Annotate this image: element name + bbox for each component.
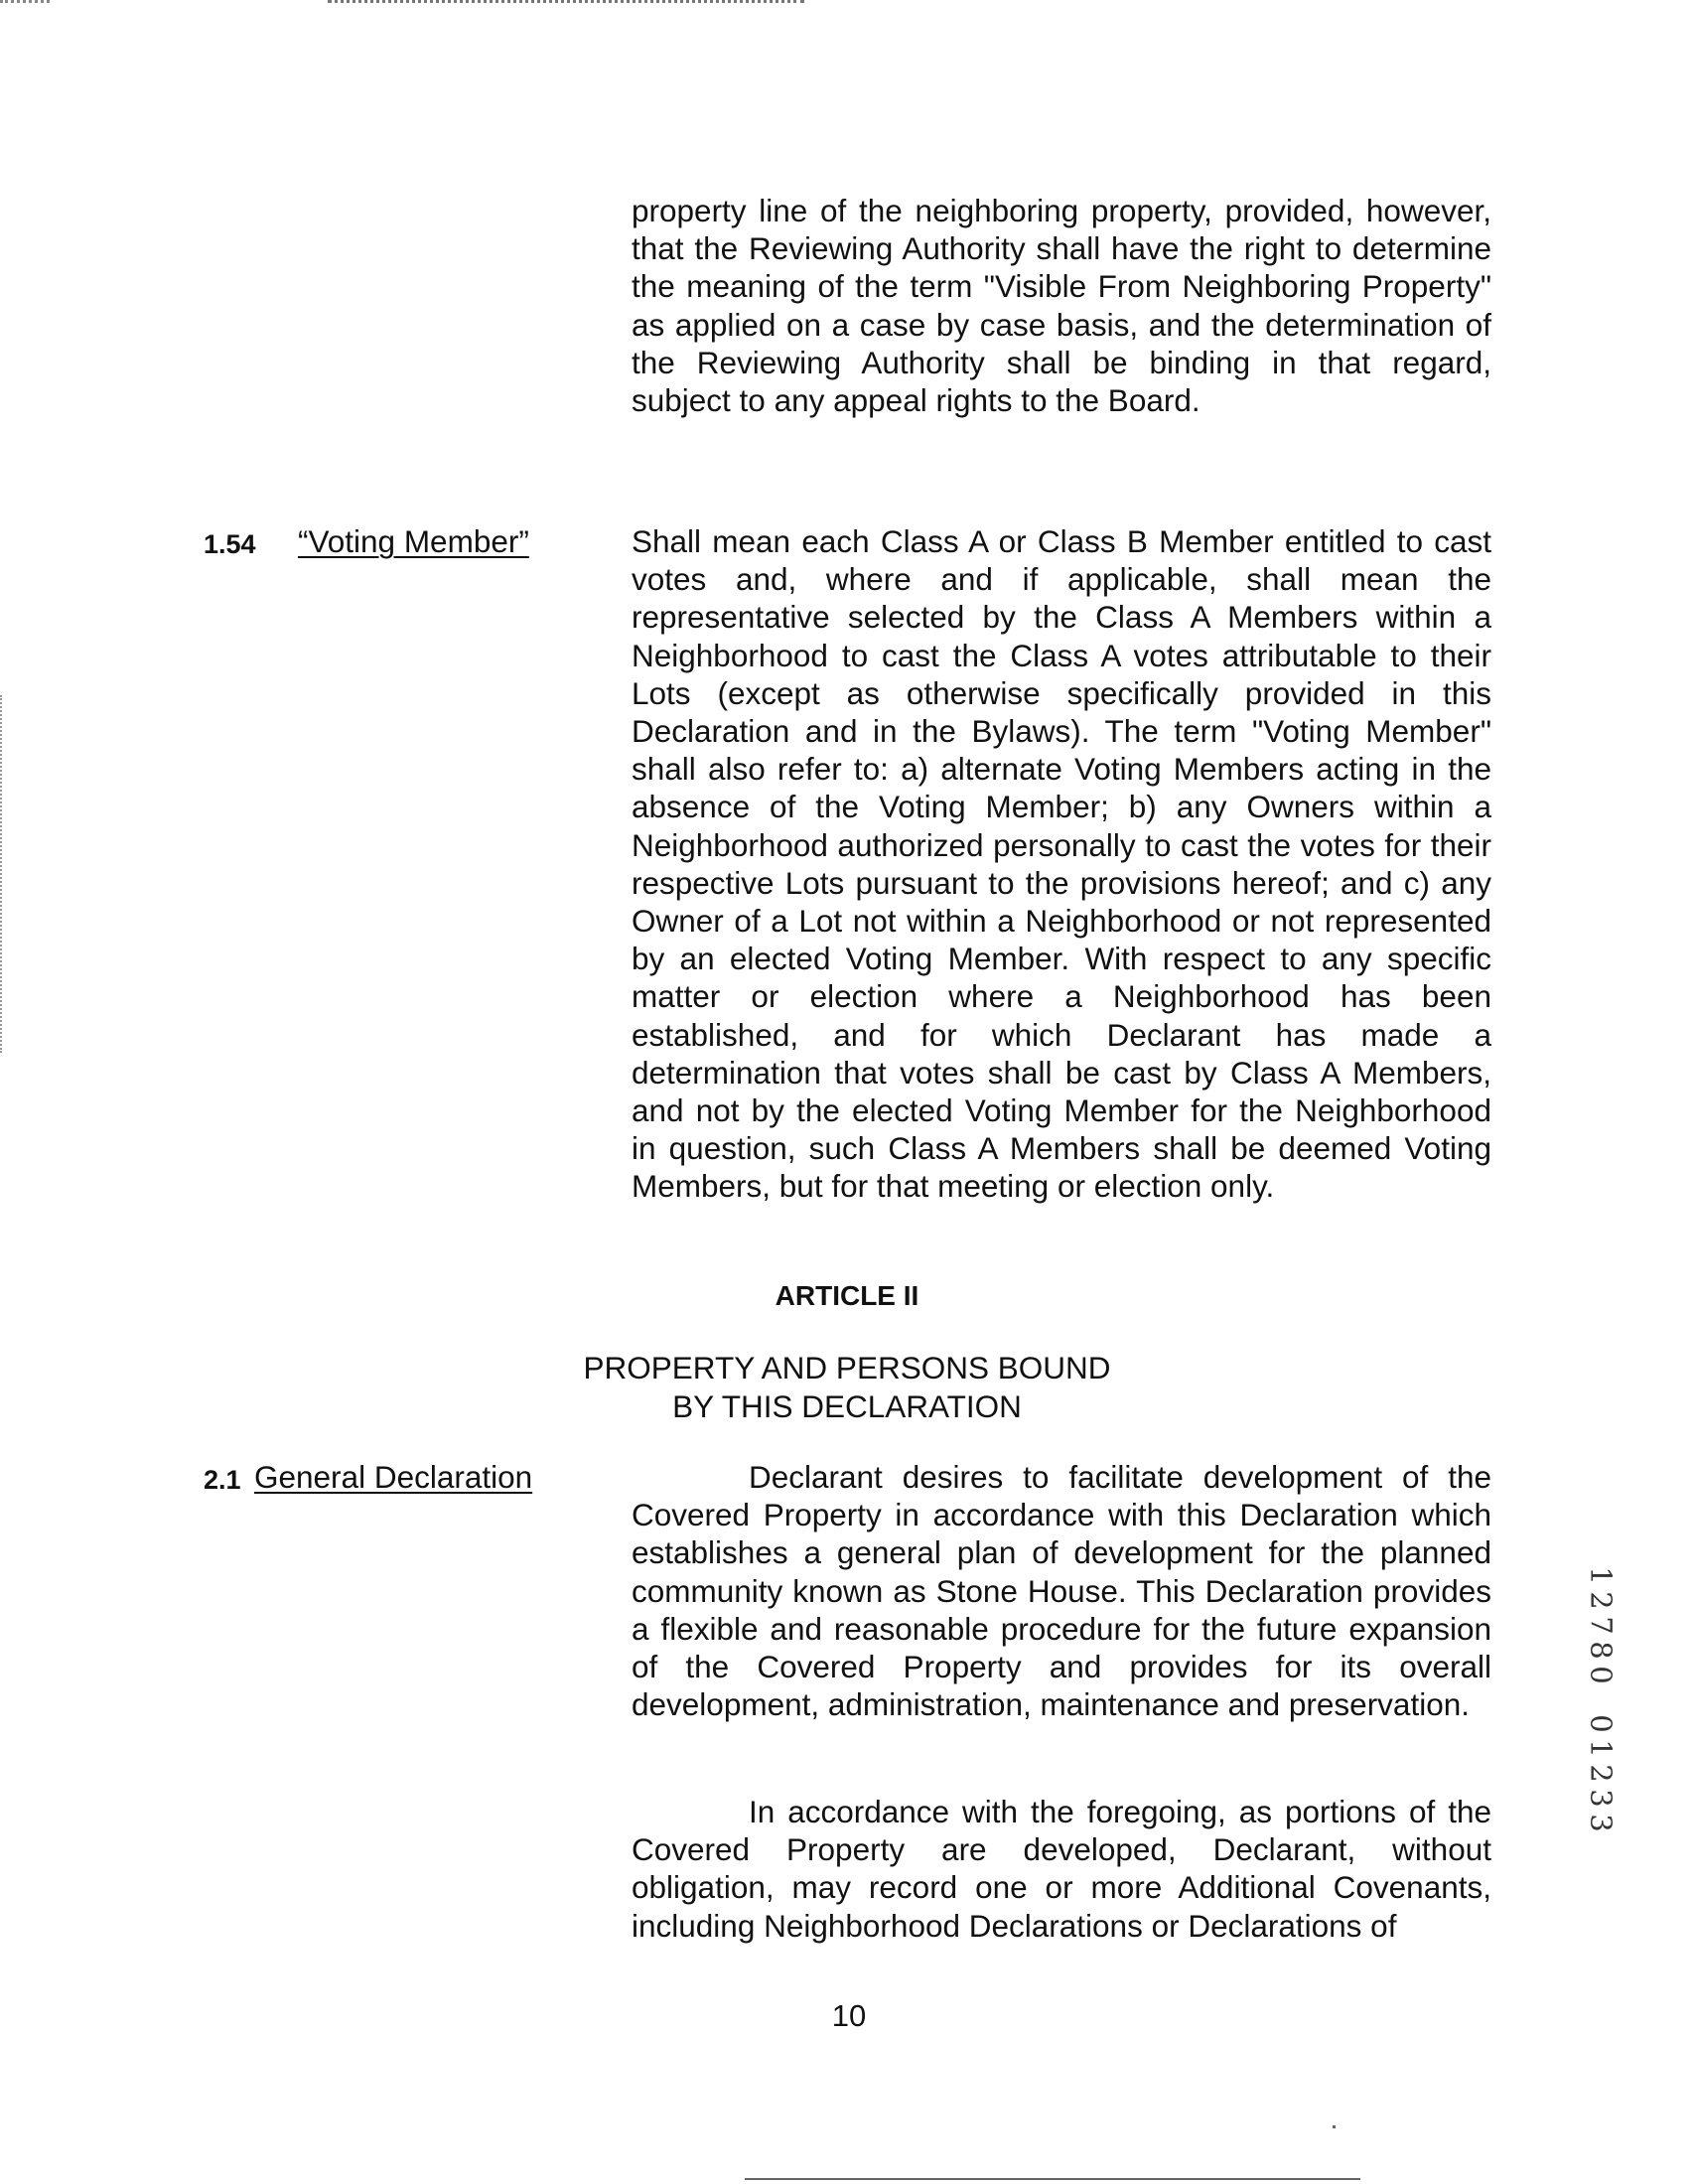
recording-stamp-char: 1 xyxy=(1584,1739,1619,1759)
section-paragraph-1: Declarant desires to facilitate development of the Covered Property in accordance with this Declaration which establishes a general plan of development for the planned community known as Stone House. This Declaration provides a flexible and reasonable procedure for the future expansion of the Covered Property and provides for its overall development, administration, maintenance and preservation. xyxy=(632,1459,1491,1723)
page-number: 10 xyxy=(831,1998,867,2033)
article-title-text: ARTICLE II xyxy=(775,1280,919,1311)
recording-stamp-char: 2 xyxy=(1584,1591,1619,1610)
scan-artifact-top-left xyxy=(0,0,50,7)
recording-stamp-char: 0 xyxy=(1584,1665,1619,1684)
scan-artifact-top xyxy=(328,0,804,7)
recording-stamp-char: 2 xyxy=(1584,1764,1619,1783)
recording-stamp-char: 8 xyxy=(1584,1640,1619,1660)
recording-stamp-char: 7 xyxy=(1584,1616,1619,1635)
recording-stamp-char: 0 xyxy=(1584,1714,1619,1734)
recording-stamp-char: 1 xyxy=(1584,1566,1619,1585)
continued-paragraph: property line of the neighboring property, provided, however, that the Reviewing Authority shall have the right to determine the meaning of the term "Visible From Neighboring Property" as applied on a case by case basis, and the determination of the Reviewing Authority shall be binding in that regard, subject to any appeal rights to the Board. xyxy=(632,193,1491,419)
scan-artifact-left xyxy=(0,695,5,1053)
definition-text: Shall mean each Class A or Class B Member entitled to cast votes and, where and if applicable, shall mean the representative selected by the Class A Members within a Neighborhood to cast the Class A votes attributable to their Lots (except as otherwise specifically provided in this Declaration and in the Bylaws). The term "Voting Member" shall also refer to: a) alternate Voting Members acting in the absence of the Voting Member; b) any Owners within a Neighborhood authorized personally to cast the votes for their respective Lots pursuant to the provisions hereof; and c) any Owner of a Lot not within a Neighborhood or not represented by an elected Voting Member. With respect to any specific matter or election where a Neighborhood has been established, and for which Declarant has made a determination that votes shall be cast by Class A Members, and not by the elected Voting Member for the Neighborhood in question, such Class A Members shall be deemed Voting Members, but for that meeting or election only. xyxy=(632,523,1491,1205)
definition-number: 1.54 xyxy=(204,529,256,559)
scan-artifact-bottom xyxy=(745,2178,1360,2184)
article-subtitle-line-2: BY THIS DECLARATION xyxy=(672,1387,1022,1424)
section-number: 2.1 xyxy=(204,1465,241,1495)
recording-stamp xyxy=(1581,1563,1621,1835)
article-subtitle-line-1: PROPERTY AND PERSONS BOUND xyxy=(583,1350,1111,1385)
section-heading: General Declaration xyxy=(254,1459,533,1495)
section-paragraph-2: In accordance with the foregoing, as portions of the Covered Property are developed, Declarant, without obligation, may record one or more Additional Covenants, including Neighborhood Declarations or Declarations of xyxy=(632,1794,1491,1944)
article-title xyxy=(0,1277,1694,1315)
article-subtitle xyxy=(556,1349,1138,1425)
recording-stamp-char: 3 xyxy=(1584,1814,1619,1832)
definition-term: “Voting Member” xyxy=(298,523,529,559)
scan-artifact-dot xyxy=(1333,2125,1336,2128)
recording-stamp-char: 3 xyxy=(1584,1789,1619,1808)
